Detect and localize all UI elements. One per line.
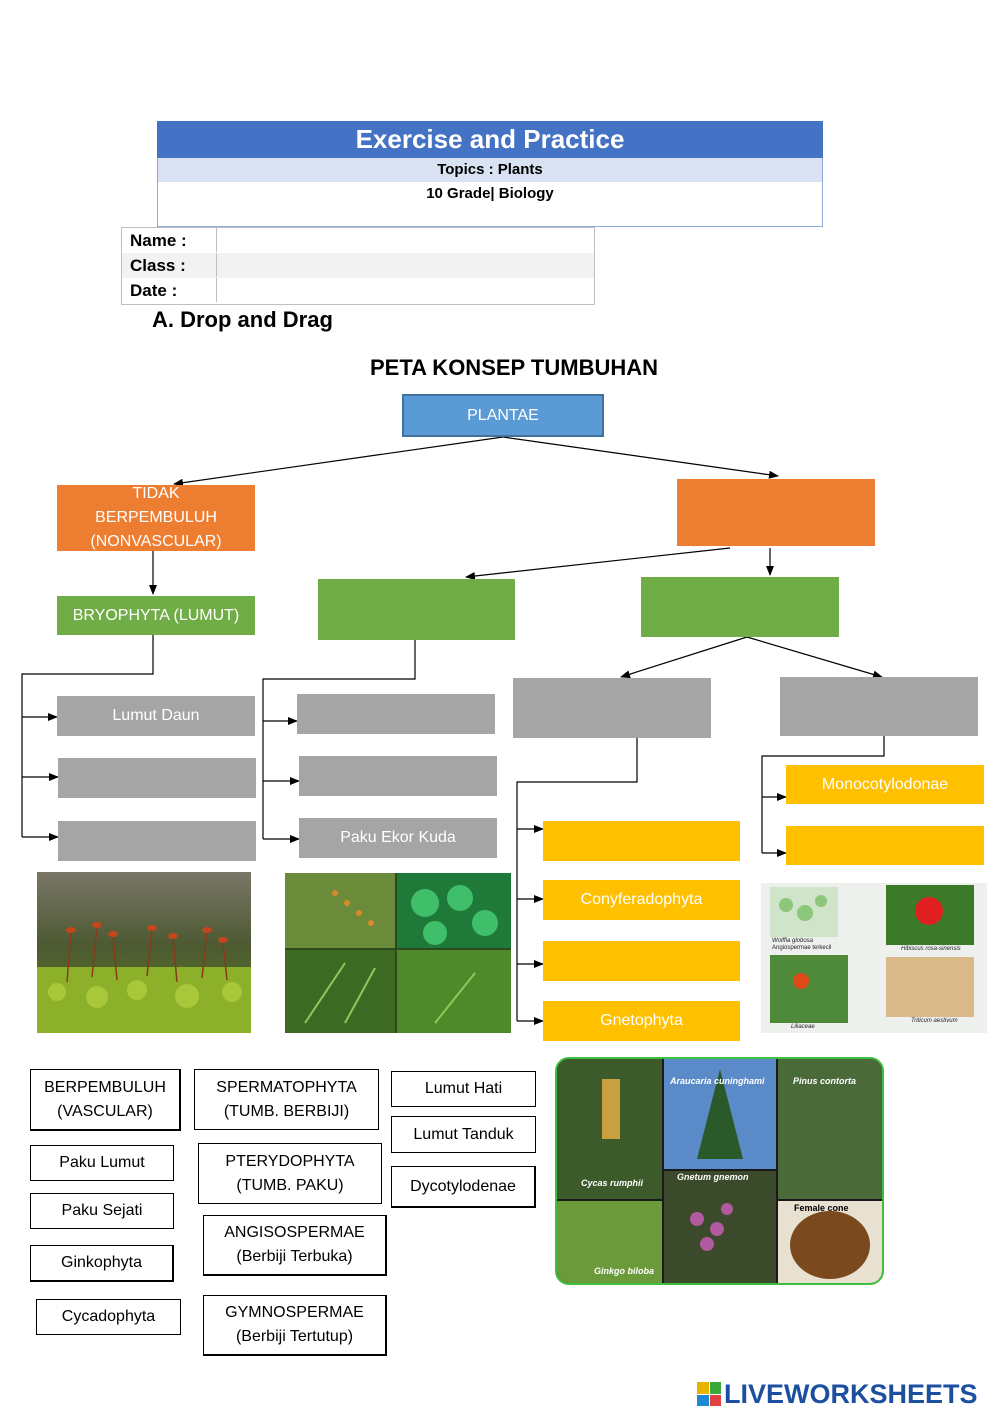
date-label: Date : [130,281,178,300]
node-nonvascular: TIDAK BERPEMBULUH (NONVASCULAR) [57,485,255,551]
card-lumut-hati[interactable]: Lumut Hati [391,1071,536,1107]
drop-zone-gymnosperm[interactable] [513,678,711,738]
photo-label-pinus: Pinus contorta [793,1076,857,1086]
node-gnetophyta: Gnetophyta [543,1001,740,1041]
drop-zone-fern-2[interactable] [299,756,497,796]
name-label: Name : [130,231,187,250]
photo-label-angio-smallest: Angiospermae terkecil [772,945,832,951]
drop-zone-gymno-1[interactable] [543,821,740,861]
photo-label-hibiscus: Hibiscus rosa-sinensis [901,946,961,952]
drop-zone-moss-3[interactable] [58,821,256,861]
node-plantae: PLANTAE [402,394,604,437]
drop-zone-vascular[interactable] [677,479,875,546]
drop-zone-spermatophyta[interactable] [641,577,839,637]
class-label: Class : [130,256,186,275]
card-paku-lumut[interactable]: Paku Lumut [30,1145,174,1181]
drop-zone-moss-2[interactable] [58,758,256,798]
photo-label-female-cone: Female cone [794,1203,849,1213]
photo-label-araucaria: Araucaria cuninghami [670,1076,765,1086]
node-bryophyta: BRYOPHYTA (LUMUT) [57,596,255,635]
photo-label-wolffia: Wolffia globosa [772,938,814,944]
worksheet-topic: Topics : Plants [157,158,823,182]
liveworksheets-logo [697,1376,978,1412]
drop-zone-angiosperm[interactable] [780,677,978,736]
photo-label-liliaceae: Liliaceae [791,1024,815,1030]
card-dycotylodenae[interactable]: Dycotylodenae [391,1166,536,1208]
drop-zone-angio-2[interactable] [786,826,984,865]
fern-photo [285,873,511,1033]
worksheet-grade: 10 Grade| Biology [157,182,823,227]
worksheet-title: Exercise and Practice [157,121,823,158]
photo-label-triticum: Triticum aestivum [911,1018,958,1024]
liveworksheets-wordmark: LIVEWORKSHEETS [724,1378,978,1409]
card-ginkophyta[interactable]: Ginkophyta [30,1245,174,1282]
card-paku-sejati[interactable]: Paku Sejati [30,1193,174,1229]
card-berpembuluh[interactable]: BERPEMBULUH (VASCULAR) [30,1069,181,1131]
concept-map-title: PETA KONSEP TUMBUHAN [369,355,659,380]
gymnosperm-photo [555,1057,884,1285]
card-pterydophyta[interactable]: PTERYDOPHYTA (TUMB. PAKU) [198,1143,382,1204]
node-monocotylodonae: Monocotylodonae [786,765,984,804]
card-gymnospermae[interactable]: GYMNOSPERMAE (Berbiji Tertutup) [203,1295,387,1356]
section-title: A. Drop and Drag [152,307,333,332]
card-angisospermae[interactable]: ANGISOSPERMAE (Berbiji Terbuka) [203,1215,387,1276]
photo-label-ginkgo: Ginkgo biloba [594,1266,654,1276]
drop-zone-fern-1[interactable] [297,694,495,734]
node-lumut-daun: Lumut Daun [57,696,255,736]
drop-zone-gymno-3[interactable] [543,941,740,981]
card-cycadophyta[interactable]: Cycadophyta [36,1299,181,1335]
drop-zone-pterydophyta[interactable] [318,579,515,640]
card-lumut-tanduk[interactable]: Lumut Tanduk [391,1116,536,1153]
angiosperm-photo [761,883,987,1033]
node-paku-ekor-kuda: Paku Ekor Kuda [299,818,497,858]
photo-label-gnetum: Gnetum gnemon [677,1172,749,1182]
liveworksheets-logo-icon [697,1382,721,1406]
photo-label-cycas: Cycas rumphii [581,1178,644,1188]
moss-photo [37,872,251,1033]
node-conyferadophyta: Conyferadophyta [543,880,740,920]
card-spermatophyta[interactable]: SPERMATOPHYTA (TUMB. BERBIJI) [194,1069,379,1130]
